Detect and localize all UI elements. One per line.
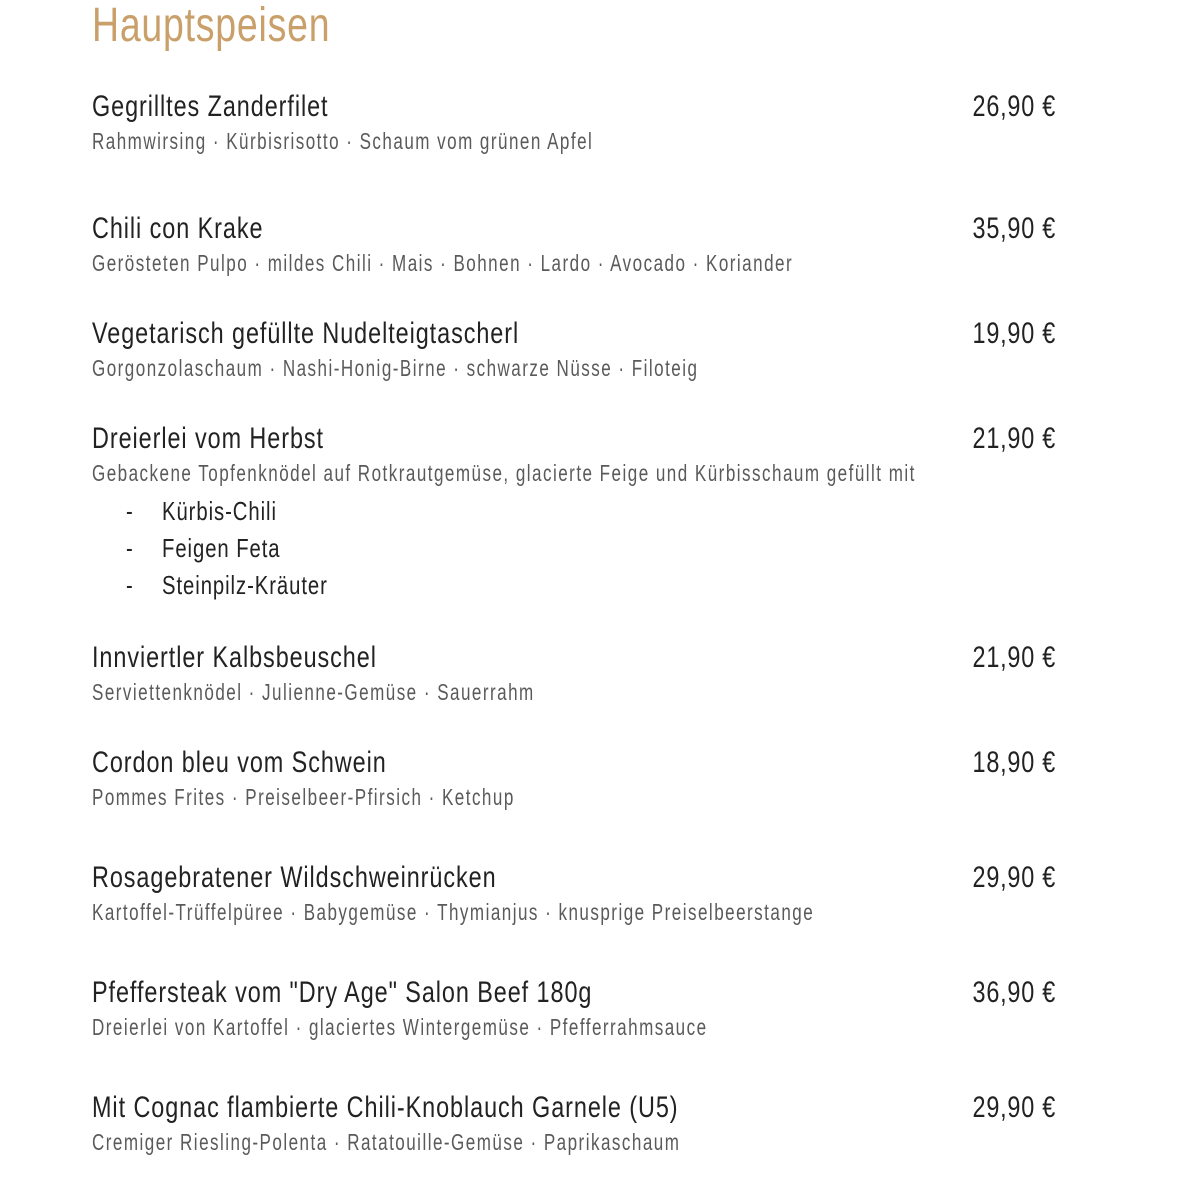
- dish-name: Pfeffersteak vom "Dry Age" Salon Beef 180g: [92, 976, 593, 1009]
- dish-price: 26,90 €: [972, 90, 1056, 123]
- dish-name: Mit Cognac flambierte Chili-Knoblauch Garnele (U5): [92, 1091, 679, 1124]
- dish-price: 36,90 €: [972, 976, 1056, 1009]
- bullet-dash: -: [126, 570, 133, 600]
- dish-name: Dreierlei vom Herbst: [92, 422, 324, 455]
- dish-price: 29,90 €: [972, 861, 1056, 894]
- dish-price: 19,90 €: [972, 317, 1056, 350]
- dish-price: 35,90 €: [972, 212, 1056, 245]
- dish-name: Chili con Krake: [92, 212, 264, 245]
- filling-label: Feigen Feta: [162, 533, 281, 563]
- dish-name: Innviertler Kalbsbeuschel: [92, 641, 377, 674]
- dish-description: Gorgonzolaschaum · Nashi-Honig-Birne · schwarze Nüsse · Filoteig: [92, 355, 699, 381]
- dish-price: 29,90 €: [972, 1091, 1056, 1124]
- dish-name: Rosagebratener Wildschweinrücken: [92, 861, 497, 894]
- dish-price: 21,90 €: [972, 641, 1056, 674]
- dish-description: Rahmwirsing · Kürbisrisotto · Schaum vom grünen Apfel: [92, 128, 594, 154]
- dish-description: Serviettenknödel · Julienne-Gemüse · Sauerrahm: [92, 679, 535, 705]
- dish-description: Kartoffel-Trüffelpüree · Babygemüse · Thymianjus · knusprige Preiselbeerstange: [92, 899, 815, 925]
- dish-description: Gerösteten Pulpo · mildes Chili · Mais · Bohnen · Lardo · Avocado · Koriander: [92, 250, 794, 276]
- dish-description: Gebackene Topfenknödel auf Rotkrautgemüse, glacierte Feige und Kürbisschaum gefüllt mit: [92, 460, 916, 486]
- dish-name: Vegetarisch gefüllte Nudelteigtascherl: [92, 317, 520, 350]
- bullet-dash: -: [126, 496, 133, 526]
- dish-description: Cremiger Riesling-Polenta · Ratatouille-Gemüse · Paprikaschaum: [92, 1129, 681, 1155]
- filling-label: Steinpilz-Kräuter: [162, 570, 328, 600]
- dish-price: 18,90 €: [972, 746, 1056, 779]
- dish-description: Pommes Frites · Preiselbeer-Pfirsich · Ketchup: [92, 784, 515, 810]
- section-heading: Hauptspeisen: [92, 0, 331, 52]
- dish-price: 21,90 €: [972, 422, 1056, 455]
- dish-name: Gegrilltes Zanderfilet: [92, 90, 329, 123]
- dish-name: Cordon bleu vom Schwein: [92, 746, 387, 779]
- dish-description: Dreierlei von Kartoffel · glaciertes Wintergemüse · Pfefferrahmsauce: [92, 1014, 708, 1040]
- filling-label: Kürbis-Chili: [162, 496, 277, 526]
- bullet-dash: -: [126, 533, 133, 563]
